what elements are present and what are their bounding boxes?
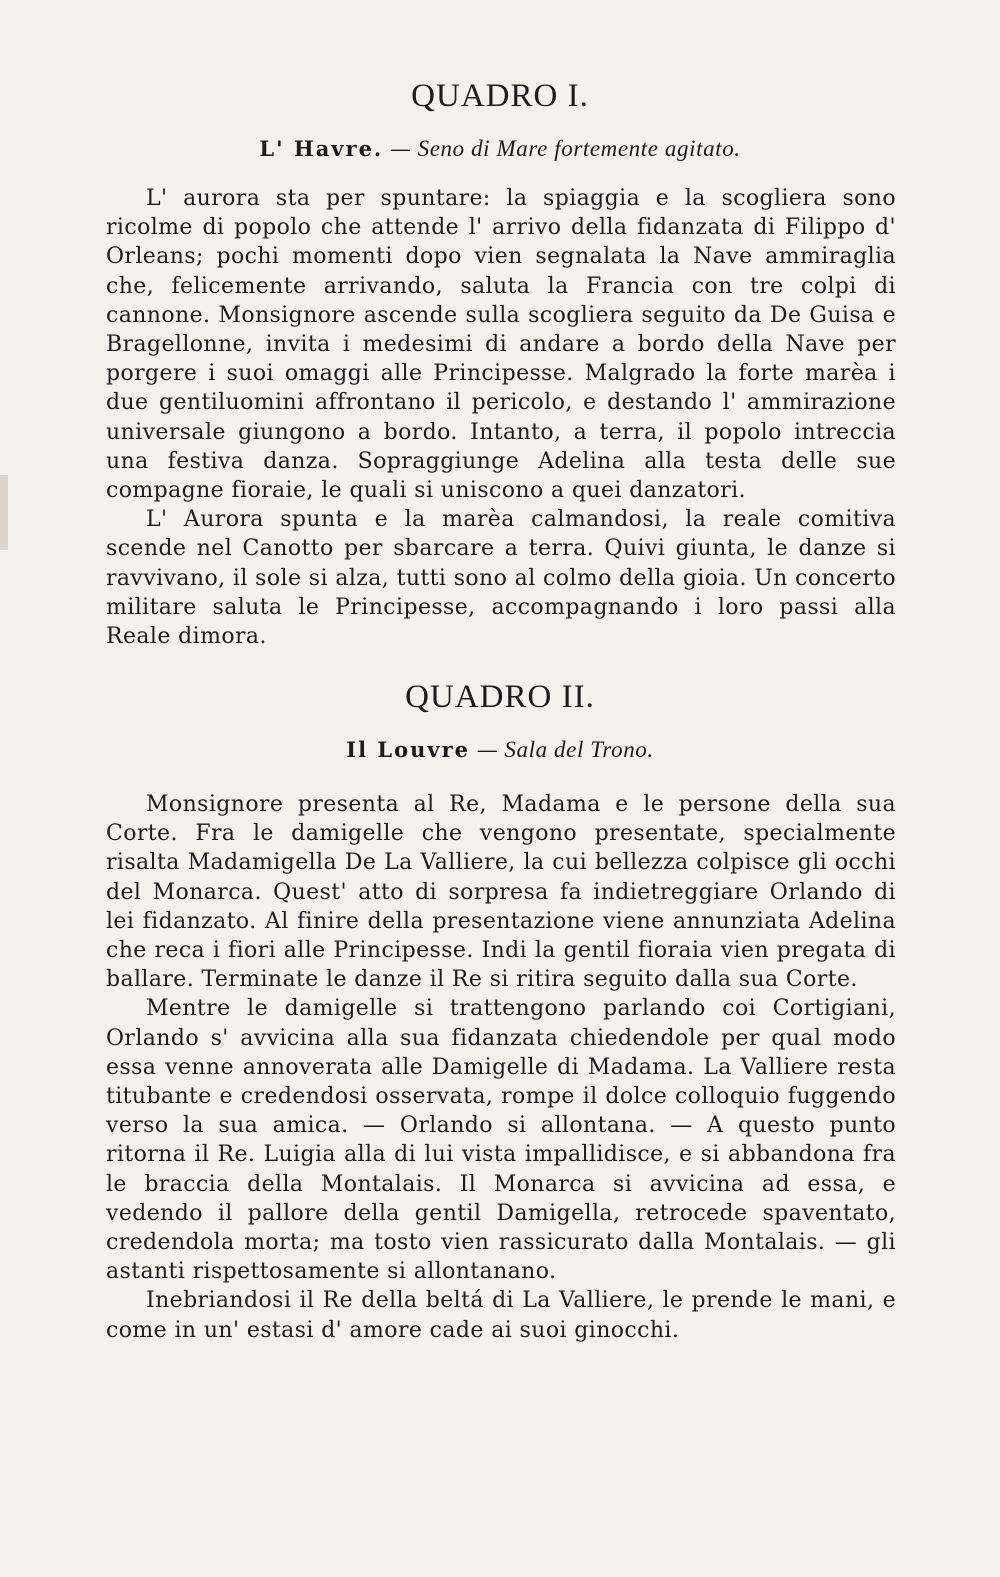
quadro-2-paragraph: Inebriandosi il Re della beltá di La Valliere, le prende le mani, e come in un' estasi d' amore cade ai suoi ginocchi. [106,1288,896,1343]
quadro-1-paragraph: L' aurora sta per spuntare: la spiaggia e la scogliera sono ricolme di popolo che attende l' arrivo della fidanzata di Filippo d' Orleans; pochi momenti dopo vien segnalata la Nave ammiraglia che, felicemente arrivando, saluta la Francia con tre colpi di cannone. Monsignore ascende sulla scogliera seguito da De Guisa e Bragellonne, invita i medesimi di andare a bordo della Nave per porgere i suoi omaggi alle Principesse. Malgrado la forte marèa i due gentiluomini affrontano il pericolo, e destando l' ammirazione universale giungono a bordo. Intanto, a terra, il popolo intreccia una festiva danza. Sopraggiunge Adelina alla testa delle sue compagne fioraie, le quali si uniscono a quei danzatori. [106,186,896,504]
quadro-1-setting: Seno di Mare fortemente agitato. [417,136,741,161]
quadro-1-place: L' Havre. [259,136,384,161]
quadro-2-title: QUADRO II. [405,679,595,715]
quadro-2-separator: — [470,738,505,762]
quadro-1-separator: — [383,137,418,161]
page-edge-shadow [0,475,8,550]
quadro-2-scene-line [0,737,1000,763]
quadro-1-body [106,184,896,651]
quadro-1-scene-line [0,136,1000,162]
quadro-1-title: QUADRO I. [411,78,589,114]
quadro-2-paragraph: Mentre le damigelle si trattengono parlando coi Cortigiani, Orlando s' avvicina alla sua fidanzata chiedendole per qual modo essa venne annoverata alle Damigelle di Madama. La Valliere resta titubante e credendosi osservata, rompe il dolce colloquio fuggendo verso la sua amica. — Orlando si allontana. — A questo punto ritorna il Re. Luigia alla di lui vista impallidisce, e si abbandona fra le braccia della Montalais. Il Monarca si avvicina ad essa, e vedendo il pallore della gentil Damigella, retrocede spaventato, credendola morta; ma tosto vien rassicurato dalla Montalais. — gli astanti rispettosamente si allontanano. [106,996,896,1285]
quadro-2-place: Il Louvre [346,737,471,762]
quadro-2-paragraph: Monsignore presenta al Re, Madama e le persone della sua Corte. Fra le damigelle che vengono presentate, specialmente risalta Madamigella De La Valliere, la cui bellezza colpisce gli occhi del Monarca. Quest' atto di sorpresa fa indietreggiare Orlando di lei fidanzato. Al finire della presentazione viene annunziata Adelina che reca i fiori alle Principesse. Indi la gentil fioraia vien pregata di ballare. Terminate le danze il Re si ritira seguito dalla sua Corte. [106,792,896,993]
quadro-2-body [106,790,896,1345]
quadro-1-paragraph: L' Aurora spunta e la marèa calmandosi, la reale comitiva scende nel Canotto per sbarcare a terra. Quivi giunta, le danze si ravvivano, il sole si alza, tutti sono al colmo della gioia. Un concerto militare saluta le Principesse, accompagnando i loro passi alla Reale dimora. [106,507,896,650]
quadro-2-setting: Sala del Trono. [504,737,654,762]
